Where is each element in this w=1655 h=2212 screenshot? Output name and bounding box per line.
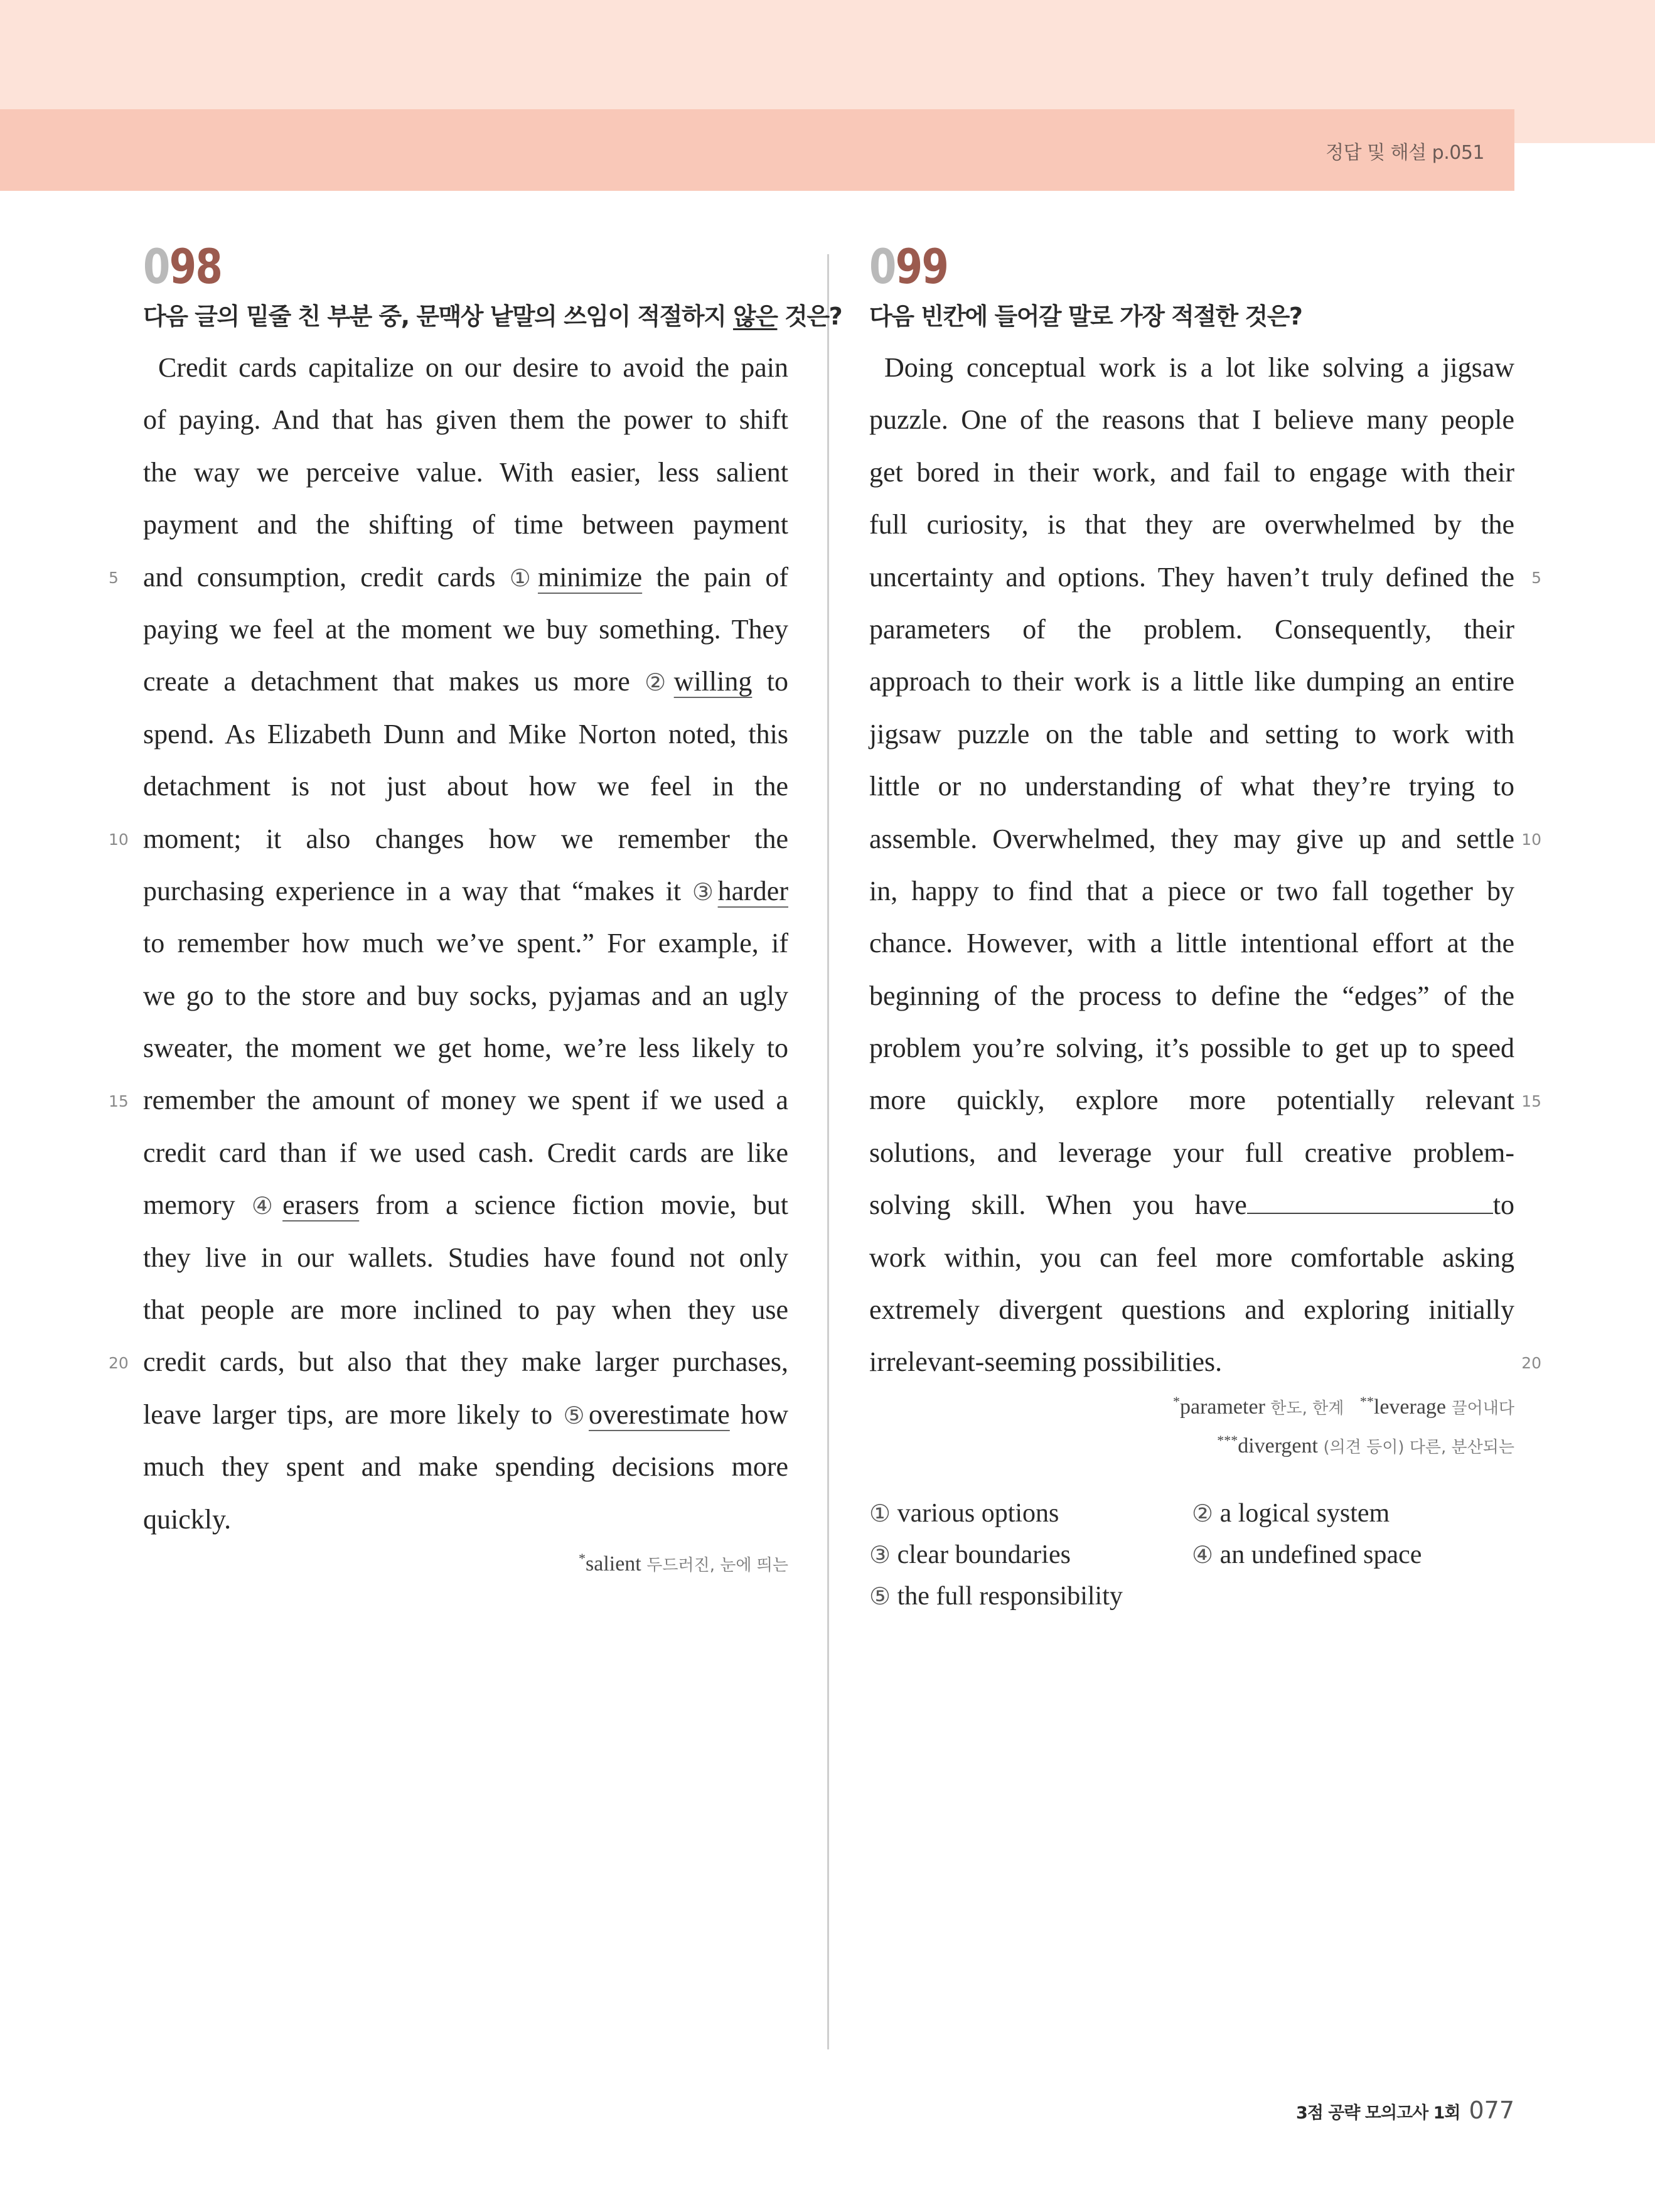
underlined-word: minimize [537, 561, 643, 593]
passage-line: get bored in their work, and fail to engage with their [869, 456, 1514, 488]
question-099 [869, 239, 1541, 1617]
passage-line: of paying. And that has given them the power to shift [143, 404, 788, 436]
line-text: create a detachment that makes us more [143, 666, 645, 697]
choice-number: ① [509, 564, 538, 592]
footnote-term: parameter [1179, 1395, 1265, 1419]
footnote-term: salient [586, 1552, 641, 1576]
passage-line: parameters of the problem. Consequently, their [869, 613, 1514, 645]
option-number: ④ [1192, 1540, 1214, 1569]
passage-line: to remember how much we’ve spent.” For example, if [143, 928, 788, 959]
option-row [869, 1576, 1514, 1617]
passage-line: more quickly, explore more potentially relevant [869, 1085, 1514, 1116]
option-text: clear boundaries [897, 1540, 1071, 1569]
line-text: to [1492, 1189, 1514, 1221]
line-number: 10 [109, 830, 129, 849]
passage-line [143, 551, 788, 603]
footnotes [869, 1388, 1514, 1466]
line-number: 5 [1531, 568, 1541, 587]
option-text: various options [897, 1498, 1059, 1528]
passage-line: approach to their work is a little like dumping an entire [869, 666, 1514, 697]
line-text: solving skill. When you have [869, 1189, 1247, 1221]
line-text: from a science fiction movie, but [359, 1189, 788, 1221]
passage-line: sweater, the moment we get home, we’re less likely to [143, 1033, 788, 1064]
option-row [869, 1493, 1514, 1534]
footnote-gloss: (의견 등이) 다른, 분산되는 [1323, 1437, 1514, 1457]
footnote-gloss: 끌어내다 [1451, 1399, 1514, 1418]
passage-line [143, 1388, 788, 1441]
underlined-word: willing [673, 666, 753, 697]
option-text: a logical system [1219, 1498, 1390, 1528]
option-2[interactable] [1192, 1493, 1514, 1534]
choice-number: ② [645, 668, 674, 697]
passage-line: puzzle. One of the reasons that I believe many people [869, 404, 1514, 436]
line-text: the pain of [642, 561, 788, 593]
option-text: the full responsibility [897, 1581, 1123, 1611]
question-number-lead: 0 [143, 239, 169, 294]
option-number: ③ [869, 1540, 891, 1569]
answer-options [869, 1493, 1514, 1617]
option-1[interactable] [869, 1493, 1192, 1534]
answer-blank[interactable] [1247, 1184, 1493, 1214]
passage-line: we go to the store and buy socks, pyjamas and an ugly [143, 980, 788, 1011]
passage-line: moment; it also changes how we remember the [143, 823, 788, 854]
passage-line [143, 1179, 788, 1231]
passage [109, 341, 789, 1545]
option-5[interactable] [869, 1576, 1192, 1617]
footnote-row [869, 1388, 1514, 1427]
passage-line: chance. However, with a little intentional effort at the [869, 928, 1514, 959]
passage-line: quickly. [143, 1503, 232, 1535]
passage-line: the way we perceive value. With easier, less salient [143, 456, 788, 488]
footnote-gloss: 두드러진, 눈에 띄는 [646, 1555, 788, 1575]
passage-line: credit cards, but also that they make larger purchases, [143, 1346, 788, 1378]
passage-line: spend. As Elizabeth Dunn and Mike Norton noted, this [143, 718, 788, 749]
passage-line: problem you’re solving, it’s possible to get up to speed [869, 1033, 1514, 1064]
passage-line: remember the amount of money we spent if we used a [143, 1085, 788, 1116]
question-number-main: 98 [169, 239, 222, 294]
passage-line: Doing conceptual work is a lot like solving a jigsaw [884, 352, 1514, 383]
passage-line: paying we feel at the moment we buy something. They [143, 613, 788, 645]
line-number: 15 [1521, 1092, 1541, 1110]
line-text: memory [143, 1189, 252, 1221]
passage-line: irrelevant-seeming possibilities. [869, 1346, 1223, 1378]
question-title [143, 299, 842, 334]
passage-line: much they spent and make spending decisions more [143, 1451, 788, 1483]
footnote-mark: * [579, 1550, 586, 1566]
footnote-mark: *** [1217, 1432, 1238, 1448]
line-text: to [752, 666, 789, 697]
footnote-term: leverage [1373, 1395, 1447, 1419]
passage-line [143, 655, 788, 707]
option-number: ① [869, 1499, 891, 1527]
header-band [0, 109, 1514, 191]
underlined-word: erasers [282, 1189, 360, 1221]
passage-line: payment and the shifting of time between payment [143, 509, 788, 540]
passage-line: little or no understanding of what they’re trying to [869, 771, 1514, 802]
passage-line: jigsaw puzzle on the table and setting to work with [869, 718, 1514, 749]
passage-line: that people are more inclined to pay when they use [143, 1294, 788, 1326]
footnote-mark: ** [1359, 1393, 1374, 1409]
column-divider [827, 254, 829, 2049]
footnote [143, 1545, 788, 1584]
title-part: 것은? [777, 303, 842, 330]
line-text: how [729, 1399, 788, 1430]
line-number: 20 [1521, 1353, 1541, 1372]
underlined-word: harder [717, 875, 788, 906]
option-4[interactable] [1192, 1534, 1514, 1576]
passage-line: credit card than if we used cash. Credit cards are like [143, 1137, 788, 1168]
footnote-mark: * [1172, 1393, 1180, 1409]
page-footer [1296, 2097, 1514, 2124]
passage-line: uncertainty and options. They haven’t truly defined the [869, 561, 1514, 593]
line-number: 20 [109, 1353, 129, 1372]
passage-line: full curiosity, is that they are overwhelmed by the [869, 509, 1514, 540]
choice-number: ④ [251, 1192, 283, 1220]
title-part: 다음 글의 밑줄 친 부분 중, 문맥상 낱말의 쓰임이 적절하지 [143, 303, 734, 330]
passage-line: detachment is not just about how we feel in the [143, 771, 788, 802]
passage-line [869, 1179, 1514, 1231]
title-emphasis: 않은 [733, 303, 778, 330]
passage-line: beginning of the process to define the “edges” of the [869, 980, 1514, 1011]
series-title: 3점 공략 모의고사 1회 [1296, 2103, 1460, 2123]
option-row [869, 1534, 1514, 1576]
passage-line: assemble. Overwhelmed, they may give up and settle [869, 823, 1514, 854]
choice-number: ⑤ [563, 1401, 589, 1429]
passage-line: in, happy to find that a piece or two fall together by [869, 875, 1514, 906]
option-number: ② [1192, 1499, 1214, 1527]
line-text: purchasing experience in a way that “makes it [143, 875, 692, 906]
passage-line: work within, you can feel more comfortable asking [869, 1242, 1514, 1273]
passage-line: extremely divergent questions and exploring initially [869, 1294, 1514, 1326]
option-text: an undefined space [1219, 1540, 1422, 1569]
line-number: 15 [109, 1092, 129, 1110]
question-number-lead: 0 [869, 239, 896, 294]
footnote-gloss: 한도, 한계 [1270, 1399, 1344, 1418]
passage-line: they live in our wallets. Studies have found not only [143, 1242, 788, 1273]
question-number [869, 239, 1398, 295]
line-text: leave larger tips, are more likely to [143, 1399, 564, 1430]
option-3[interactable] [869, 1534, 1192, 1576]
passage-line: Credit cards capitalize on our desire to avoid the pain [158, 352, 788, 383]
passage-line: solutions, and leverage your full creative problem- [869, 1137, 1514, 1168]
line-number: 10 [1521, 830, 1541, 849]
question-098 [109, 239, 842, 1584]
line-number: 5 [109, 568, 119, 587]
option-number: ⑤ [869, 1582, 891, 1610]
question-title: 다음 빈칸에 들어갈 말로 가장 적절한 것은? [869, 303, 1302, 330]
answer-reference: 정답 및 해설 p.051 [1326, 142, 1484, 164]
passage [869, 341, 1541, 1388]
choice-number: ③ [692, 878, 718, 906]
question-number-main: 99 [895, 239, 948, 294]
footnote-row [869, 1427, 1514, 1466]
page-number: 077 [1469, 2097, 1514, 2124]
passage-line [143, 865, 788, 917]
footnote-term: divergent [1238, 1434, 1318, 1458]
question-number [143, 239, 672, 295]
line-text: and consumption, credit cards [143, 561, 510, 593]
underlined-word: overestimate [589, 1399, 730, 1430]
